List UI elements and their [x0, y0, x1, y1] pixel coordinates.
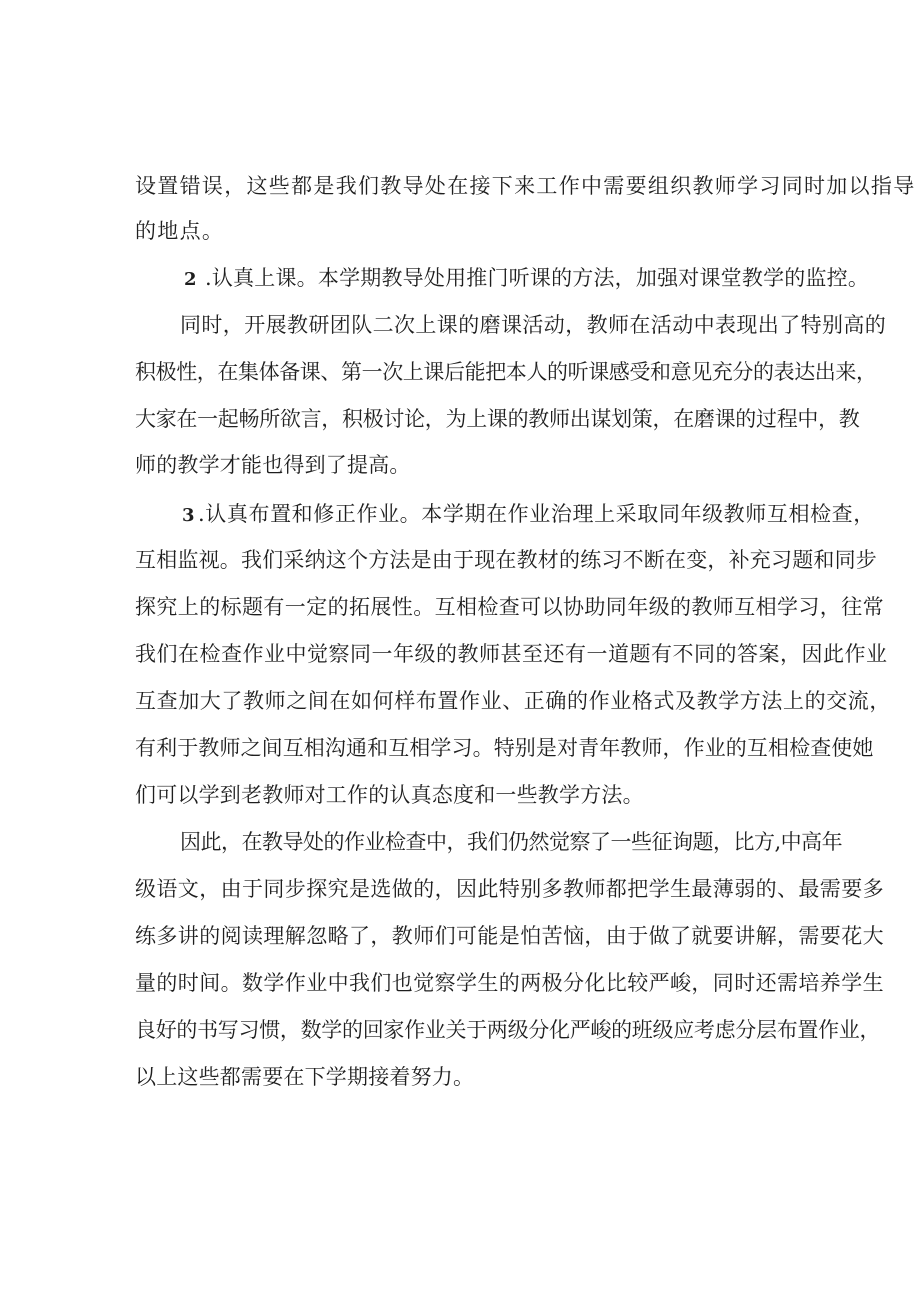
text-line: .认真上课。本学期教导处用推门听课的方法，加强对课堂教学的监控。 — [205, 266, 870, 290]
text-line: 良好的书写习惯，数学的回家作业关于两级分化严峻的班级应考虑分层布置作业， — [135, 1018, 881, 1042]
text-line: 互查加大了教师之间在如何样布置作业、正确的作业格式及教学方法上的交流， — [135, 689, 891, 713]
text-line: 互相监视。我们采纳这个方法是由于现在教材的练习不断在变，补充习题和同步 — [135, 548, 877, 572]
text-line: 因此，在教导处的作业检查中，我们仍然觉察了一些征询题，比方,中高年 — [180, 830, 843, 854]
item-number: 3 — [182, 505, 195, 526]
text-line: 们可以学到老教师对工作的认真态度和一些教学方法。 — [135, 783, 644, 807]
text-line: 设置错误，这些都是我们教导处在接下来工作中需要组织教师学习同时加以指导 — [135, 174, 916, 198]
item-number-3 — [182, 494, 195, 534]
text-line: 探究上的标题有一定的拓展性。互相检查可以协助同年级的教师互相学习，往常 — [135, 595, 884, 619]
text-line: 大家在一起畅所欲言，积极讨论，为上课的教师出谋划策，在磨课的过程中，教 — [135, 407, 860, 431]
text-line: 我们在检查作业中觉察同一年级的教师甚至还有一道题有不同的答案，因此作业 — [135, 642, 888, 666]
text-line: 积极性，在集体备课、第一次上课后能把本人的听课感受和意见充分的表达出来， — [135, 360, 877, 384]
item-number-2 — [184, 258, 197, 298]
text-line: 同时，开展教研团队二次上课的磨课活动，教师在活动中表现出了特别高的 — [180, 313, 887, 337]
text-line: 级语文，由于同步探究是选做的，因此特别多教师都把学生最薄弱的、最需要多 — [135, 877, 884, 901]
item-number: 2 — [184, 269, 197, 290]
text-line: .认真布置和修正作业。本学期在作业治理上采取同年级教师互相检查， — [198, 502, 875, 526]
text-line: 有利于教师之间互相沟通和互相学习。特别是对青年教师，作业的互相检查使她 — [135, 736, 874, 760]
text-line: 的地点。 — [135, 219, 225, 243]
text-line: 师的教学才能也得到了提高。 — [135, 453, 411, 477]
text-line: 练多讲的阅读理解忽略了，教师们可能是怕苦恼，由于做了就要讲解，需要花大 — [135, 924, 884, 948]
text-line: 以上这些都需要在下学期接着努力。 — [135, 1065, 475, 1089]
text-line: 量的时间。数学作业中我们也觉察学生的两极分化比较严峻，同时还需培养学生 — [135, 971, 884, 995]
